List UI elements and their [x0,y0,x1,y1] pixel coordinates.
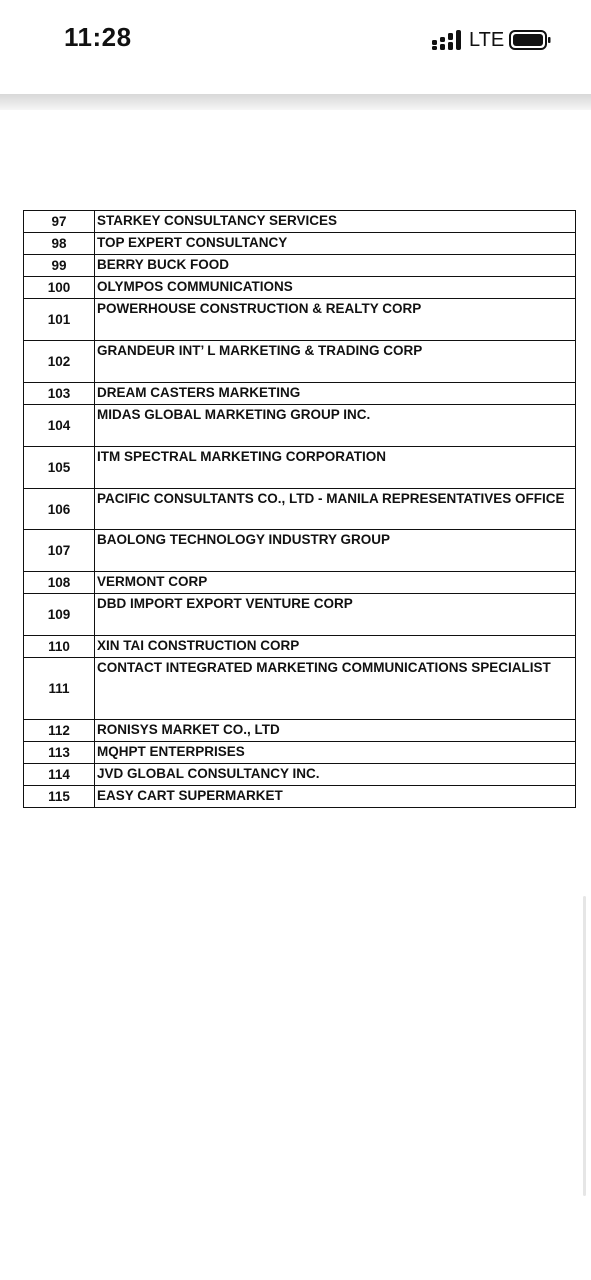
row-number: 112 [24,720,95,742]
company-name: POWERHOUSE CONSTRUCTION & REALTY CORP [95,299,576,341]
network-type: LTE [469,29,505,51]
company-name: VERMONT CORP [95,572,576,594]
company-name: RONISYS MARKET CO., LTD [95,720,576,742]
table-row [24,764,576,786]
battery-icon [509,30,553,50]
company-name: ITM SPECTRAL MARKETING CORPORATION [95,447,576,489]
table-row [24,636,576,658]
company-name: BAOLONG TECHNOLOGY INDUSTRY GROUP [95,530,576,572]
row-number: 113 [24,742,95,764]
table-row [24,211,576,233]
table-row [24,489,576,530]
company-name: OLYMPOS COMMUNICATIONS [95,277,576,299]
row-number: 104 [24,405,95,447]
row-number: 105 [24,447,95,489]
company-name: EASY CART SUPERMARKET [95,786,576,808]
status-time: 11:28 [64,22,132,52]
row-number: 101 [24,299,95,341]
table-row [24,742,576,764]
company-name: TOP EXPERT CONSULTANCY [95,233,576,255]
row-number: 99 [24,255,95,277]
company-name: MQHPT ENTERPRISES [95,742,576,764]
table-row [24,530,576,572]
status-bar [0,0,591,80]
company-name: JVD GLOBAL CONSULTANCY INC. [95,764,576,786]
row-number: 115 [24,786,95,808]
company-name: STARKEY CONSULTANCY SERVICES [95,211,576,233]
company-name: GRANDEUR INT’ L MARKETING & TRADING CORP [95,341,576,383]
table-row [24,447,576,489]
row-number: 114 [24,764,95,786]
company-name: CONTACT INTEGRATED MARKETING COMMUNICATIONS SPECIALIST [95,658,576,720]
signal-bars-icon [432,30,464,50]
table-row [24,405,576,447]
company-name: DREAM CASTERS MARKETING [95,383,576,405]
row-number: 110 [24,636,95,658]
table-row [24,720,576,742]
row-number: 111 [24,658,95,720]
company-name: XIN TAI CONSTRUCTION CORP [95,636,576,658]
scrollbar[interactable] [583,896,586,1196]
toolbar-divider [0,94,591,110]
table-row [24,299,576,341]
row-number: 106 [24,489,95,530]
row-number: 103 [24,383,95,405]
table-row [24,594,576,636]
company-name: BERRY BUCK FOOD [95,255,576,277]
row-number: 108 [24,572,95,594]
company-name: MIDAS GLOBAL MARKETING GROUP INC. [95,405,576,447]
row-number: 107 [24,530,95,572]
company-name: PACIFIC CONSULTANTS CO., LTD - MANILA REPRESENTATIVES OFFICE [95,489,576,530]
table-row [24,658,576,720]
table-row [24,786,576,808]
table-row [24,383,576,405]
table-row [24,572,576,594]
table-row [24,277,576,299]
table-row [24,233,576,255]
table-row [24,255,576,277]
company-table [23,210,576,808]
table-row [24,341,576,383]
row-number: 98 [24,233,95,255]
row-number: 97 [24,211,95,233]
row-number: 100 [24,277,95,299]
row-number: 102 [24,341,95,383]
row-number: 109 [24,594,95,636]
company-name: DBD IMPORT EXPORT VENTURE CORP [95,594,576,636]
